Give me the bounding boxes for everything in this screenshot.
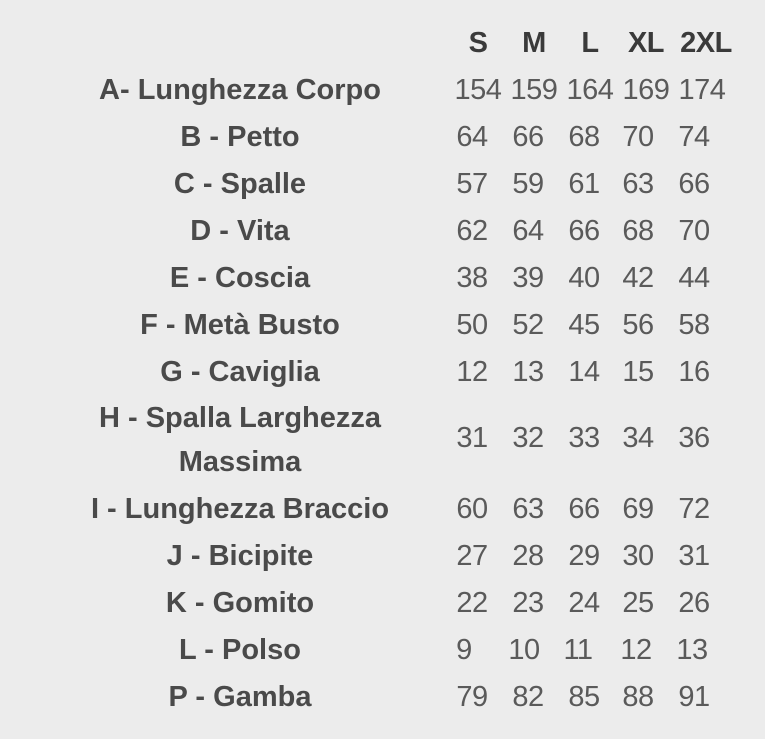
value-cell: 25: [622, 587, 654, 619]
measurement-label: P - Gamba: [168, 681, 312, 713]
measurement-label: C - Spalle: [173, 168, 307, 200]
value-cell: 9: [456, 634, 472, 666]
value-cell: 50: [456, 309, 488, 341]
value-cell: 23: [512, 587, 544, 619]
table-row: [0, 209, 765, 253]
value-cell: 12: [456, 356, 488, 388]
value-cell: 15: [622, 356, 654, 388]
measurement-label: B - Petto: [180, 121, 300, 153]
value-cell: 63: [512, 493, 544, 525]
measurement-label: H - Spalla Larghezza: [98, 402, 381, 434]
table-row: [0, 162, 765, 206]
value-cell: 28: [512, 540, 544, 572]
value-cell: 13: [676, 634, 708, 666]
value-cell: 66: [568, 215, 600, 247]
value-cell: 61: [568, 168, 600, 200]
value-cell: 66: [512, 121, 544, 153]
value-cell: 58: [678, 309, 710, 341]
measurement-label: I - Lunghezza Braccio: [90, 493, 390, 525]
table-row: [0, 303, 765, 347]
value-cell: 174: [678, 74, 726, 106]
size-header-xl: XL: [627, 27, 665, 59]
measurement-label: A- Lunghezza Corpo: [99, 74, 381, 106]
table-row: [0, 487, 765, 531]
value-cell: 14: [568, 356, 600, 388]
value-cell: 16: [678, 356, 710, 388]
value-cell: 38: [456, 262, 488, 294]
value-cell: 74: [678, 121, 710, 153]
measurement-label: K - Gomito: [165, 587, 315, 619]
value-cell: 29: [568, 540, 600, 572]
value-cell: 59: [512, 168, 544, 200]
value-cell: 64: [456, 121, 488, 153]
value-cell: 164: [566, 74, 614, 106]
table-row: [0, 581, 765, 625]
table-row: [0, 628, 765, 672]
value-cell: 91: [678, 681, 710, 713]
value-cell: 169: [622, 74, 670, 106]
value-cell: 66: [678, 168, 710, 200]
measurement-label: E - Coscia: [169, 262, 311, 294]
size-header-l: L: [581, 27, 599, 59]
value-cell: 31: [456, 422, 488, 454]
measurement-label: G - Caviglia: [160, 356, 320, 388]
value-cell: 62: [456, 215, 488, 247]
table-row: [0, 68, 765, 112]
value-cell: 56: [622, 309, 654, 341]
value-cell: 63: [622, 168, 654, 200]
value-cell: 39: [512, 262, 544, 294]
value-cell: 40: [568, 262, 600, 294]
value-cell: 64: [512, 215, 544, 247]
table-row: [0, 350, 765, 394]
value-cell: 36: [678, 422, 710, 454]
value-cell: 69: [622, 493, 654, 525]
value-cell: 27: [456, 540, 488, 572]
value-cell: 26: [678, 587, 710, 619]
value-cell: 10: [508, 634, 540, 666]
value-cell: 42: [622, 262, 654, 294]
size-header-m: M: [522, 27, 546, 59]
value-cell: 57: [456, 168, 488, 200]
value-cell: 11: [563, 634, 593, 666]
value-cell: 60: [456, 493, 488, 525]
table-row: [0, 115, 765, 159]
measurement-label: L - Polso: [179, 634, 301, 666]
value-cell: 24: [568, 587, 600, 619]
value-cell: 79: [456, 681, 488, 713]
value-cell: 45: [568, 309, 600, 341]
value-cell: 12: [620, 634, 652, 666]
size-header-2xl: 2XL: [680, 27, 732, 59]
value-cell: 22: [456, 587, 488, 619]
size-header-s: S: [468, 27, 488, 59]
value-cell: 68: [622, 215, 654, 247]
value-cell: 85: [568, 681, 600, 713]
value-cell: 68: [568, 121, 600, 153]
value-cell: 33: [568, 422, 600, 454]
value-cell: 32: [512, 422, 544, 454]
value-cell: 88: [622, 681, 654, 713]
table-row: [0, 534, 765, 578]
value-cell: 154: [454, 74, 502, 106]
value-cell: 70: [622, 121, 654, 153]
value-cell: 34: [622, 422, 654, 454]
value-cell: 31: [678, 540, 710, 572]
value-cell: 13: [512, 356, 544, 388]
value-cell: 44: [678, 262, 710, 294]
measurement-label: J - Bicipite: [166, 540, 314, 572]
value-cell: 30: [622, 540, 654, 572]
value-cell: 72: [678, 493, 710, 525]
value-cell: 52: [512, 309, 544, 341]
measurement-label-continued: Massima: [178, 446, 302, 478]
value-cell: 82: [512, 681, 544, 713]
value-cell: 66: [568, 493, 600, 525]
header-row: [0, 21, 765, 65]
measurement-label: F - Metà Busto: [140, 309, 340, 341]
table-row: [0, 396, 765, 484]
value-cell: 159: [510, 74, 558, 106]
measurement-label: D - Vita: [190, 215, 290, 247]
table-row: [0, 675, 765, 719]
table-row: [0, 256, 765, 300]
value-cell: 70: [678, 215, 710, 247]
